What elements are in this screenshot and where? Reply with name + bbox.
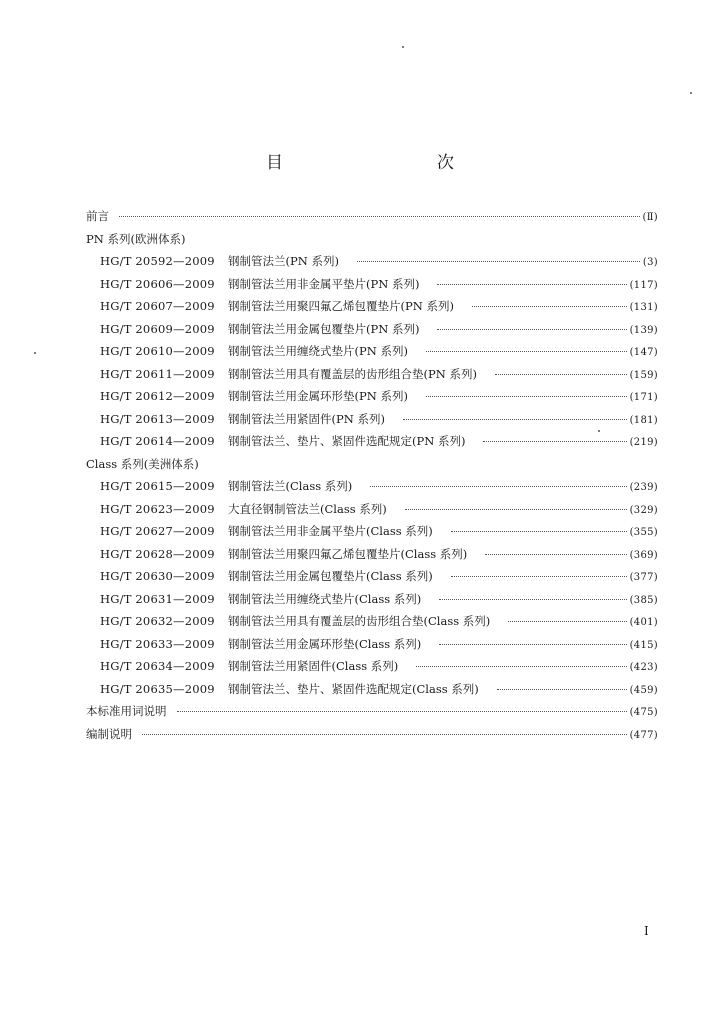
toc-entry[interactable]: [86, 276, 658, 299]
page-number: Ⅰ: [644, 924, 649, 938]
page-reference: (117): [629, 279, 658, 291]
standard-code: HG/T 20630—2009: [100, 569, 215, 583]
toc-top-entry[interactable]: [86, 703, 658, 726]
page-reference: (3): [642, 257, 658, 268]
dot-leader: [495, 374, 627, 375]
standard-code: HG/T 20631—2009: [100, 591, 215, 606]
entry-title: 钢制管法兰用紧固件(PN 系列): [228, 411, 385, 426]
entry-title: 钢制管法兰用缠绕式垫片(PN 系列): [228, 344, 408, 358]
dot-leader: [451, 531, 627, 532]
page-reference: (131): [629, 302, 658, 313]
entry-title: 钢制管法兰用金属环形垫(Class 系列): [228, 636, 422, 651]
dot-leader: [426, 396, 627, 397]
entry-title: 钢制管法兰用具有覆盖层的齿形组合垫(Class 系列): [228, 614, 491, 628]
entry-title: 钢制管法兰用缠绕式垫片(Class 系列): [228, 591, 422, 606]
standard-code: HG/T 20627—2009: [100, 524, 215, 538]
entry-title: 编制说明: [86, 726, 132, 741]
toc-entry[interactable]: [86, 681, 658, 704]
standard-code: HG/T 20610—2009: [100, 344, 215, 358]
toc-entry[interactable]: [86, 546, 658, 569]
page-reference: (159): [629, 369, 658, 381]
dot-leader: [508, 621, 626, 622]
dot-leader: [357, 261, 640, 262]
entry-title: 钢制管法兰用非金属平垫片(PN 系列): [228, 276, 420, 291]
toc-section-heading: [86, 231, 658, 254]
page-reference: (377): [629, 572, 658, 583]
standard-code: HG/T 20607—2009: [100, 299, 215, 313]
dot-leader: [142, 734, 627, 735]
standard-code: HG/T 20634—2009: [100, 659, 215, 673]
entry-title: 钢制管法兰用金属环形垫(PN 系列): [228, 389, 408, 403]
toc-entry[interactable]: [86, 411, 658, 434]
page-reference: (401): [629, 617, 658, 628]
dot-leader: [437, 284, 626, 285]
standard-code: HG/T 20633—2009: [100, 636, 215, 651]
standard-code: HG/T 20612—2009: [100, 389, 215, 403]
toc-top-entry[interactable]: [86, 726, 658, 749]
entry-title: 钢制管法兰(PN 系列): [228, 254, 339, 268]
toc-top-entry[interactable]: [86, 208, 658, 231]
toc-title: 目 次: [266, 153, 494, 173]
standard-code: HG/T 20613—2009: [100, 411, 215, 426]
dot-leader: [426, 351, 627, 352]
standard-code: HG/T 20611—2009: [100, 366, 215, 381]
page-reference: (355): [629, 527, 658, 538]
entry-title: 钢制管法兰、垫片、紧固件选配规定(PN 系列): [228, 434, 466, 448]
page-reference: (477): [629, 729, 658, 741]
entry-title: 钢制管法兰、垫片、紧固件选配规定(Class 系列): [228, 681, 479, 696]
page-reference: (369): [629, 549, 658, 561]
section-label: PN 系列(欧洲体系): [86, 231, 186, 246]
toc-entry[interactable]: [86, 366, 658, 389]
page-reference: (219): [629, 437, 658, 448]
toc-section-heading: [86, 456, 658, 479]
toc-entry[interactable]: [86, 253, 658, 276]
standard-code: HG/T 20635—2009: [100, 681, 215, 696]
dot-leader: [485, 554, 626, 555]
scan-speck: [402, 46, 404, 48]
toc-entry[interactable]: [86, 298, 658, 321]
page-reference: (329): [629, 504, 658, 516]
scan-speck: [34, 352, 36, 354]
toc-entry[interactable]: [86, 478, 658, 501]
standard-code: HG/T 20615—2009: [100, 479, 215, 493]
scan-speck: [598, 430, 600, 432]
dot-leader: [437, 329, 626, 330]
standard-code: HG/T 20609—2009: [100, 321, 215, 336]
scan-speck: [690, 92, 692, 94]
toc-entry[interactable]: [86, 433, 658, 456]
entry-title: 钢制管法兰用非金属平垫片(Class 系列): [228, 524, 433, 538]
dot-leader: [119, 216, 640, 217]
dot-leader: [403, 419, 627, 420]
entry-title: 钢制管法兰用具有覆盖层的齿形组合垫(PN 系列): [228, 366, 477, 381]
toc-entry[interactable]: [86, 568, 658, 591]
entry-title: 钢制管法兰用聚四氟乙烯包覆垫片(Class 系列): [228, 546, 468, 561]
page-reference: (423): [629, 662, 658, 673]
dot-leader: [439, 599, 626, 600]
toc-entry[interactable]: [86, 658, 658, 681]
entry-title: 钢制管法兰用紧固件(Class 系列): [228, 659, 399, 673]
dot-leader: [439, 644, 626, 645]
entry-title: 钢制管法兰(Class 系列): [228, 479, 353, 493]
toc-entry[interactable]: [86, 636, 658, 659]
toc-entry[interactable]: [86, 613, 658, 636]
toc-entry[interactable]: [86, 343, 658, 366]
toc-entry[interactable]: [86, 523, 658, 546]
toc-entry[interactable]: [86, 591, 658, 614]
entry-title: 钢制管法兰用金属包覆垫片(Class 系列): [228, 569, 433, 583]
standard-code: HG/T 20632—2009: [100, 614, 215, 628]
section-label: Class 系列(美洲体系): [86, 456, 199, 471]
dot-leader: [497, 689, 627, 690]
toc-entry[interactable]: [86, 501, 658, 524]
page-reference: (239): [629, 482, 658, 493]
entry-title: 钢制管法兰用聚四氟乙烯包覆垫片(PN 系列): [228, 299, 454, 313]
entry-title: 大直径钢制管法兰(Class 系列): [228, 501, 387, 516]
page-reference: (385): [629, 594, 658, 606]
page-reference: (Ⅱ): [642, 212, 658, 223]
standard-code: HG/T 20592—2009: [100, 254, 215, 268]
dot-leader: [370, 486, 626, 487]
page-reference: (139): [629, 324, 658, 336]
entry-title: 前言: [86, 209, 109, 223]
page-reference: (475): [629, 707, 658, 718]
standard-code: HG/T 20614—2009: [100, 434, 215, 448]
dot-leader: [405, 509, 627, 510]
entry-title: 本标准用词说明: [86, 704, 167, 718]
toc-entry[interactable]: [86, 388, 658, 411]
dot-leader: [451, 576, 627, 577]
dot-leader: [177, 711, 627, 712]
page-reference: (147): [629, 347, 658, 358]
standard-code: HG/T 20628—2009: [100, 546, 215, 561]
dot-leader: [416, 666, 626, 667]
table-of-contents: [86, 208, 658, 748]
page-reference: (181): [629, 414, 658, 426]
page-reference: (415): [629, 639, 658, 651]
dot-leader: [483, 441, 626, 442]
toc-entry[interactable]: [86, 321, 658, 344]
standard-code: HG/T 20623—2009: [100, 501, 215, 516]
page-reference: (171): [629, 392, 658, 403]
standard-code: HG/T 20606—2009: [100, 276, 215, 291]
dot-leader: [472, 306, 627, 307]
page-reference: (459): [629, 684, 658, 696]
entry-title: 钢制管法兰用金属包覆垫片(PN 系列): [228, 321, 420, 336]
